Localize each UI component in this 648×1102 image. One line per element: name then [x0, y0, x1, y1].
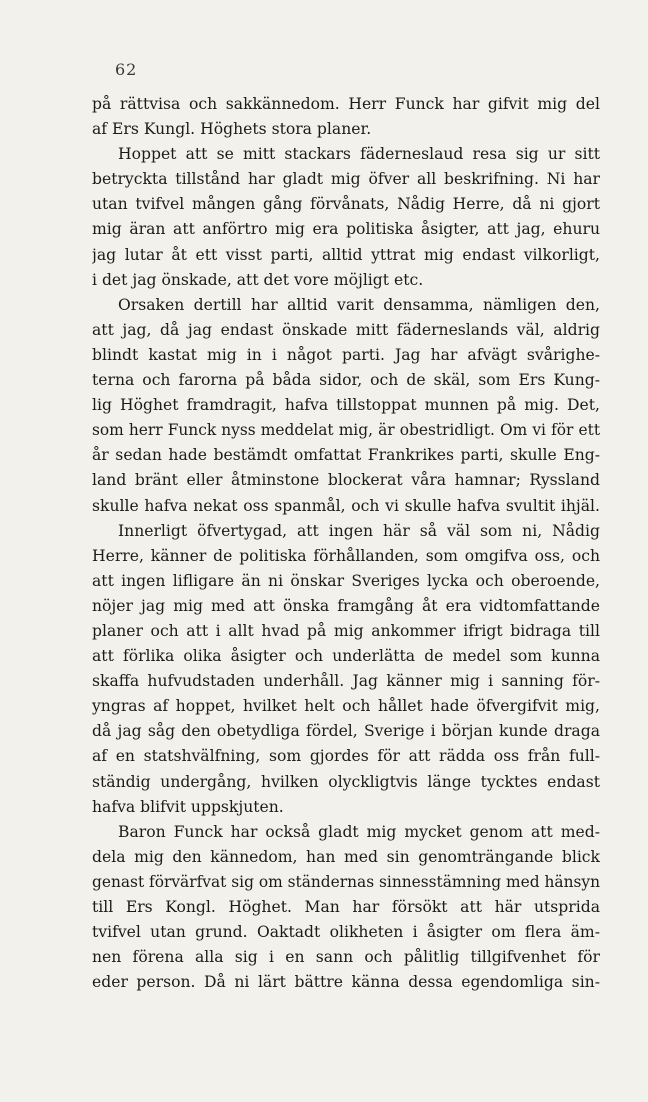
text-line: Orsaken dertill har alltid varit densamma, nämligen den, [118, 295, 600, 314]
text-line: dela mig den kännedom, han med sin genomträngande blick [92, 847, 600, 866]
text-line: yngras af hoppet, hvilket helt och hållet hade öfvergifvit mig, [92, 697, 600, 716]
text-line: till Ers Kongl. Höghet. Man har försökt att här utsprida [92, 898, 600, 916]
text-line: blindt kastat mig in i något parti. Jag har afvägt svårighe- [92, 345, 600, 364]
text-line: nöjer jag mig med att önska framgång åt era vidtomfattande [92, 596, 600, 615]
text-line: ständig undergång, hvilken olyckligtvis länge tycktes endast [92, 772, 600, 791]
text-line: af en statshvälfning, som gjordes för att rädda oss från full- [92, 747, 600, 766]
text-line: utan tvifvel mången gång förvånats, Nådig Herre, då ni gjort [92, 195, 600, 214]
text-line: att jag, då jag endast önskade mitt fäderneslands väl, aldrig [92, 320, 600, 339]
page-number: 62 [115, 60, 138, 79]
text-line: planer och att i allt hvad på mig ankommer ifrigt bidraga till [92, 621, 600, 640]
text-line: på rättvisa och sakkännedom. Herr Funck har gifvit mig del [92, 95, 600, 113]
text-line: i det jag önskade, att det vore möjligt etc. [92, 270, 424, 289]
text-line: att ingen lifligare än ni önskar Sveriges lycka och oberoende, [92, 571, 600, 590]
text-line: hafva blifvit uppskjuten. [92, 797, 284, 816]
text-line: Hoppet att se mitt stackars fäderneslaud resa sig ur sitt [118, 145, 600, 164]
text-line: då jag såg den obetydliga fördel, Sverige i början kunde draga [92, 722, 600, 741]
text-line: jag lutar åt ett visst parti, alltid yttrat mig endast vilkorligt, [92, 245, 600, 264]
text-line: att förlika olika åsigter och underlätta de medel som kunna [92, 647, 600, 666]
body-text [92, 92, 600, 995]
text-line: skulle hafva nekat oss spanmål, och vi skulle hafva svultit ihjäl. [92, 496, 600, 515]
text-line: genast förvärfvat sig om ständernas sinnesstämning med hänsyn [92, 872, 600, 891]
text-line: Innerligt öfvertygad, att ingen här så väl som ni, Nådig [118, 521, 600, 540]
text-line: mig äran att anförtro mig era politiska åsigter, att jag, ehuru [92, 220, 600, 239]
text-line: Herre, känner de politiska förhållanden, som omgifva oss, och [92, 546, 600, 565]
text-line: som herr Funck nyss meddelat mig, är obestridligt. Om vi för ett [92, 421, 600, 440]
text-line: skaffa hufvudstaden underhåll. Jag känner mig i sanning för- [92, 672, 600, 691]
text-line: eder person. Då ni lärt bättre känna dessa egendomliga sin- [92, 973, 600, 992]
text-line: nen förena alla sig i en sann och pålitlig tillgifvenhet för [92, 948, 600, 967]
text-line: betryckta tillstånd har gladt mig öfver all beskrifning. Ni har [92, 170, 600, 189]
text-line: land bränt eller åtminstone blockerat våra hamnar; Ryssland [92, 471, 600, 490]
text-line: lig Höghet framdragit, hafva tillstoppat munnen på mig. Det, [92, 396, 600, 415]
text-line: af Ers Kungl. Höghets stora planer. [92, 120, 372, 139]
text-line: Baron Funck har också gladt mig mycket genom att med- [118, 822, 600, 841]
text-line: tvifvel utan grund. Oaktadt olikheten i åsigter om flera äm- [92, 923, 600, 942]
text-line: terna och farorna på båda sidor, och de skäl, som Ers Kung- [92, 371, 600, 390]
text-line: år sedan hade bestämdt omfattat Frankrikes parti, skulle Eng- [92, 446, 600, 465]
